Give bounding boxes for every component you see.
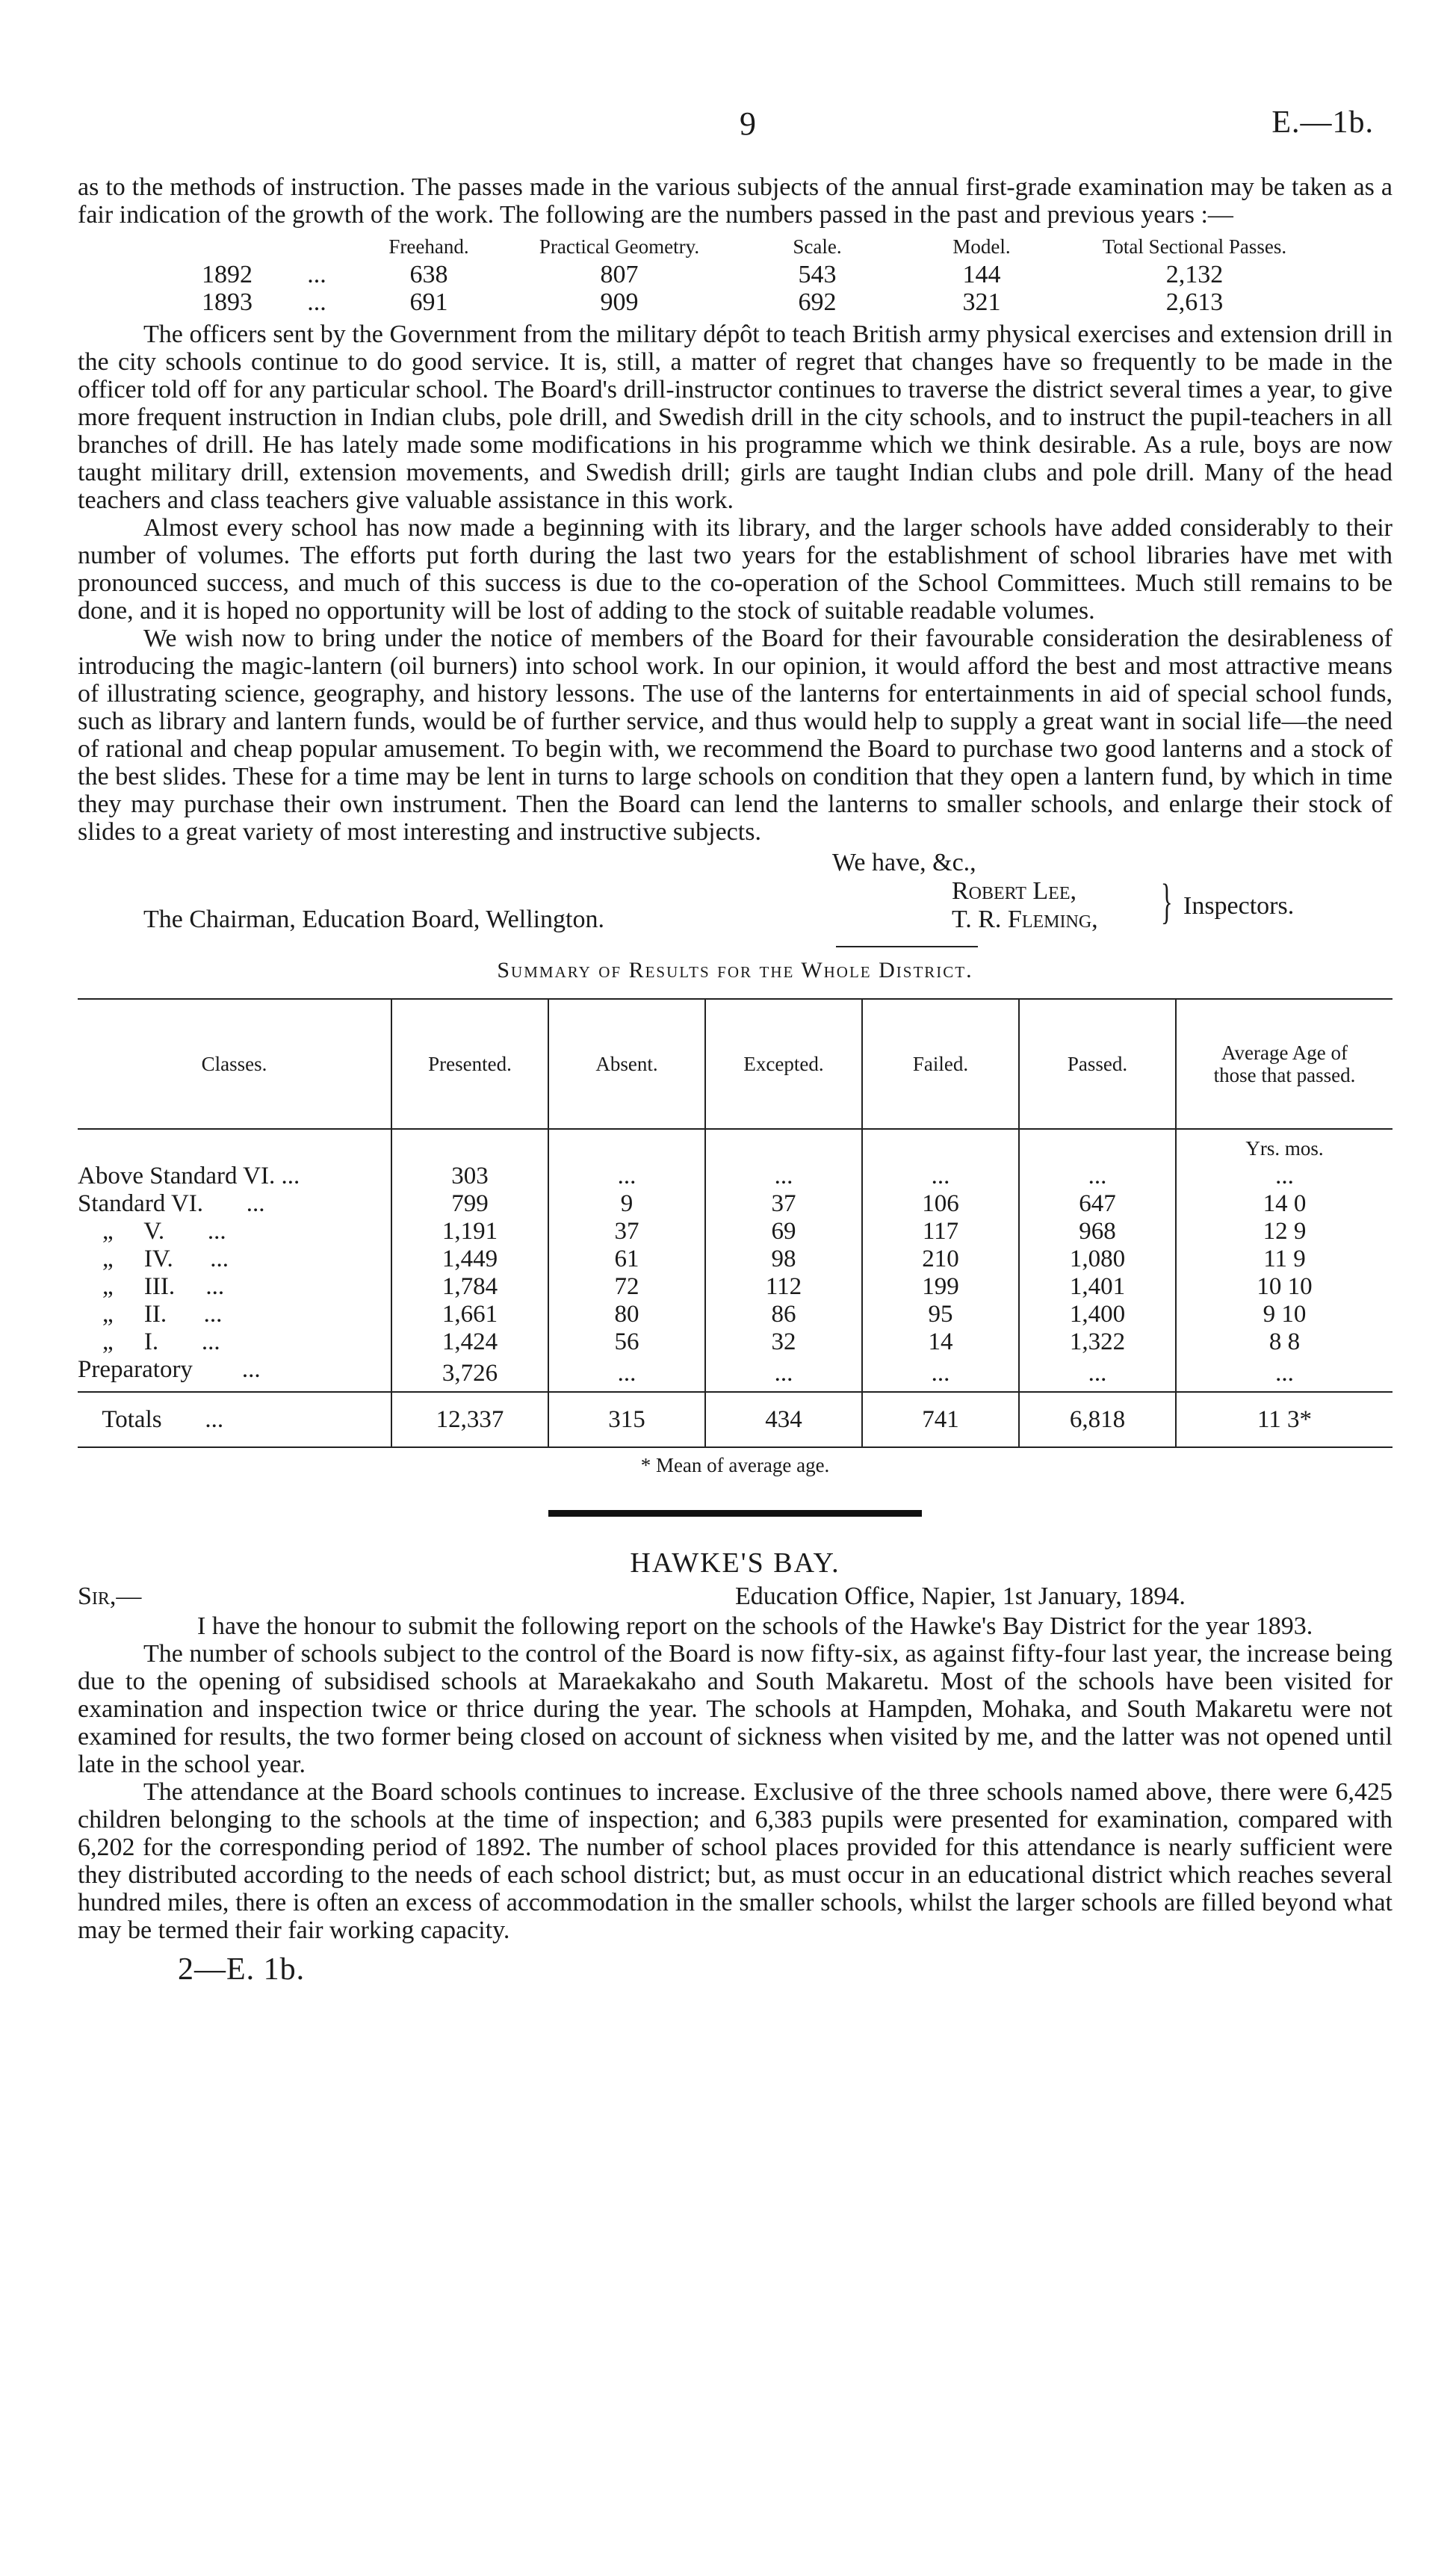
addressee: The Chairman, Education Board, Wellington. [143, 906, 604, 933]
paragraph-intro: as to the methods of instruction. The passes made in the various subjects of the annual first-grade examination may be taken as a fair indication of the growth of the work. The following are the numbers passed in the past and previous years :— [78, 173, 1393, 229]
table-row: „ III. ... 1,784 72 112 199 1,401 10 10 [78, 1273, 1393, 1301]
passes-col-geometry: Practical Geometry. [539, 235, 700, 258]
closing-text: We have, &c., [832, 849, 976, 876]
section-title: HAWKE'S BAY. [630, 1547, 840, 1579]
dateline: Education Office, Napier, 1st January, 1894. [735, 1582, 1186, 1610]
passes-col-freehand: Freehand. [388, 235, 469, 258]
page-body [78, 173, 1393, 1987]
signatory-lee: Robert Lee, [952, 877, 1076, 905]
passes-col-model: Model. [952, 235, 1011, 258]
passes-col-total: Total Sectional Passes. [1102, 235, 1287, 258]
paragraph-library: Almost every school has now made a beginning with its library, and the larger schools have added considerably to their number of volumes. The efforts put forth during the last two years for the establishment of school libraries have met with pronounced success, and much of this success is due to the co-operation of the School Committees. Much still remains to be done, and it is hoped no opportunity will be lost of adding to the stock of suitable readable volumes. [78, 514, 1393, 625]
table-row: Preparatory ... 3,726 ... ... ... ... ... [78, 1356, 1393, 1392]
age-units: Yrs. mos. [1176, 1129, 1393, 1163]
summary-title: Summary of Results for the Whole District. [497, 958, 973, 983]
col-average-age: Average Age of those that passed. [1176, 999, 1393, 1129]
salutation: Sir,— [78, 1582, 142, 1610]
page-header [0, 105, 1456, 149]
passes-col-year [182, 233, 272, 261]
footnote: * Mean of average age. [640, 1454, 830, 1476]
page-number: 9 [740, 105, 756, 142]
table-row: „ IV. ... 1,449 61 98 210 1,080 11 9 [78, 1246, 1393, 1273]
paragraph-drill: The officers sent by the Government from the military dépôt to teach British army physical exercises and extension drill in the city schools continue to do good service. It is, still, a matter of regret that changes have so frequently to be made in the officer told off for any particular school. The Board's drill-instructor continues to traverse the district several times a year, to give more frequent instruction in Indian clubs, pole drill, and Swedish drill in the city schools, and to instruct the pupil-teachers in all branches of drill. He has lately made some modifications in his programme which we think desirable. As a rule, boys are now taught military drill, extension movements, and Swedish drill; girls are taught Indian clubs and pole drill. Many of the head teachers and class teachers give valuable assistance in this work. [78, 321, 1393, 514]
signatory-role: Inspectors. [1183, 892, 1295, 920]
section-divider [548, 1510, 922, 1517]
passes-col-scale: Scale. [793, 235, 842, 258]
divider-short [836, 946, 978, 947]
salutation-line [78, 1582, 1393, 1612]
footer-reference: 2—E. 1b. [178, 1952, 306, 1987]
summary-table [78, 998, 1393, 1448]
table-row: „ II. ... 1,661 80 86 95 1,400 9 10 [78, 1301, 1393, 1328]
col-passed: Passed. [1019, 999, 1176, 1129]
table-row: „ I. ... 1,424 56 32 14 1,322 8 8 [78, 1328, 1393, 1356]
col-excepted: Excepted. [705, 999, 862, 1129]
signoff-block [78, 846, 1393, 943]
table-row: 1892 ... 638 807 543 144 2,132 [202, 261, 1224, 288]
passes-table [182, 233, 1318, 316]
signatory-fleming: T. R. Fleming, [952, 906, 1098, 933]
table-row: „ V. ... 1,191 37 69 117 968 12 9 [78, 1218, 1393, 1246]
paragraph-hb-intro: I have the honour to submit the following report on the schools of the Hawke's Bay District for the year 1893. [197, 1612, 1313, 1640]
passes-col-dots [272, 233, 362, 261]
col-presented: Presented. [391, 999, 548, 1129]
document-reference: E.—1b. [1271, 105, 1374, 140]
brace: } [1160, 874, 1173, 929]
table-row: Standard VI. ... 799 9 37 106 647 14 0 [78, 1190, 1393, 1218]
col-classes: Classes. [78, 999, 391, 1129]
paragraph-hb-attendance: The attendance at the Board schools continues to increase. Exclusive of the three schools named above, there were 6,425 children belonging to the schools at the time of inspection; and 6,383 pupils were presented for examination, compared with 6,202 for the corresponding period of 1892. The number of school places provided for this attendance is nearly sufficient were they distributed according to the needs of each school district; but, as must occur in an educational district which reaches several hundred miles, there is often an excess of accommodation in the smaller schools, whilst the larger schools are filled beyond what may be termed their fair working capacity. [78, 1778, 1393, 1944]
col-failed: Failed. [862, 999, 1019, 1129]
table-row: 1893 ... 691 909 692 321 2,613 [202, 288, 1224, 316]
paragraph-lantern: We wish now to bring under the notice of members of the Board for their favourable consideration the desirableness of introducing the magic-lantern (oil burners) into school work. In our opinion, it would afford the best and most attractive means of illustrating science, geography, and history lessons. The use of the lanterns for entertainments in aid of special school funds, such as library and lantern funds, would be of further service, and thus would help to supply a great want in social life—the need of rational and cheap popular amusement. To begin with, we recommend the Board to purchase two good lanterns and a stock of the best slides. These for a time may be lent in turns to large schools on condition that they open a lantern fund, by which in time they may purchase their own instrument. Then the Board can lend the lanterns to smaller schools, and enlarge their stock of slides to a great variety of most interesting and instructive subjects. [78, 625, 1393, 846]
table-row: Above Standard VI. ... 303 ... ... ... ... ... [78, 1163, 1393, 1190]
totals-row: Totals ... 12,337 315 434 741 6,818 11 3* [78, 1392, 1393, 1447]
col-absent: Absent. [548, 999, 705, 1129]
paragraph-hb-schools: The number of schools subject to the control of the Board is now fifty-six, as against fifty-four last year, the increase being due to the opening of subsidised schools at Maraekakaho and South Makaretu. Most of the schools have been visited for examination and inspection twice or thrice during the year. The schools at Hampden, Mohaka, and South Makaretu were not examined for results, the two former being closed on account of sickness when visited by me, and the latter was not opened until late in the school year. [78, 1640, 1393, 1778]
